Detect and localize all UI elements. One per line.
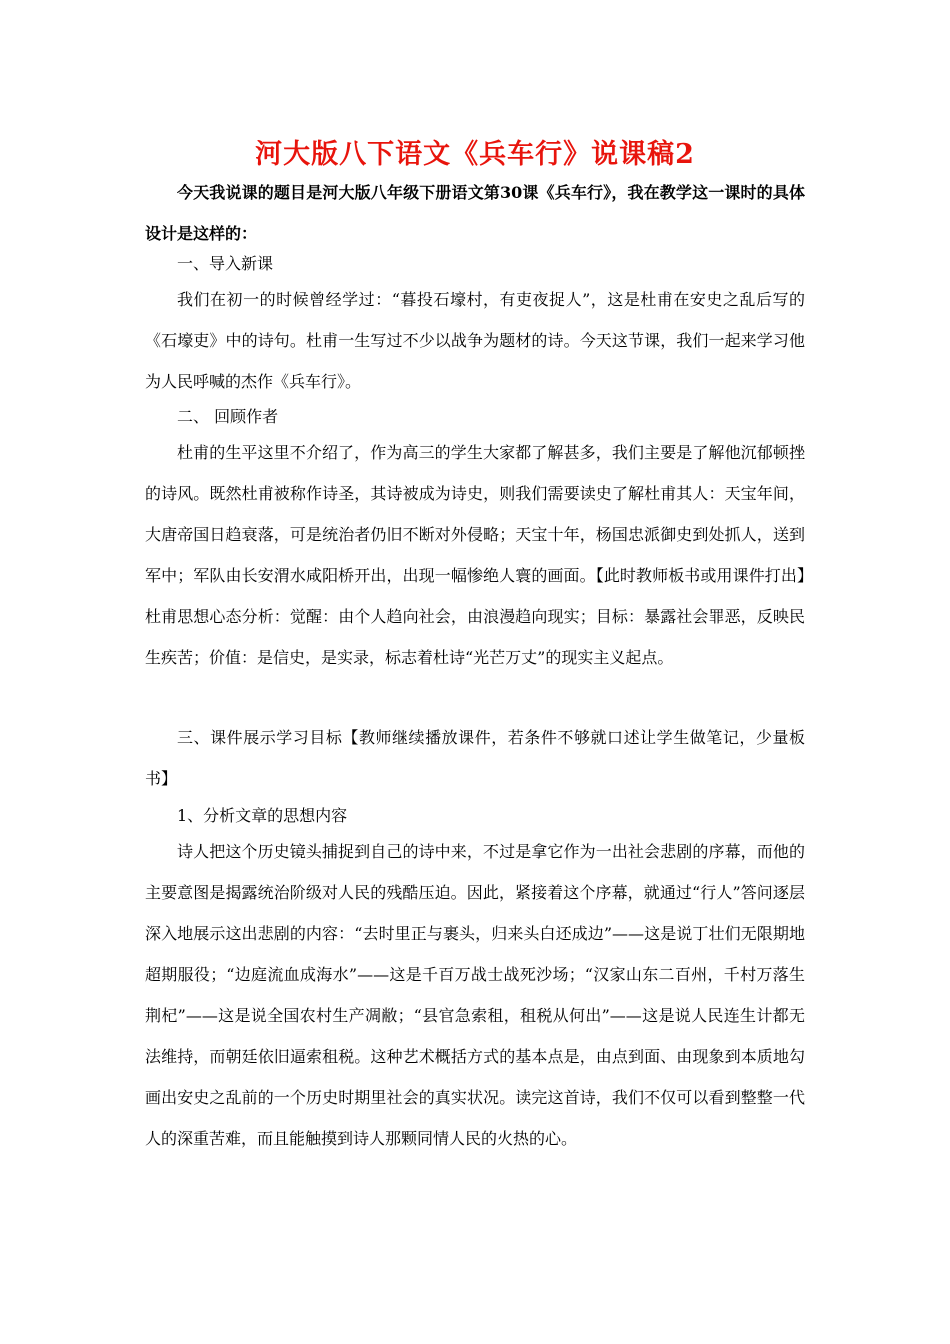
section-1-body: 我们在初一的时候曾经学过：“暮投石壕村，有吏夜捉人”，这是杜甫在安史之乱后写的《石壕吏》中的诗句。杜甫一生写过不少以战争为题材的诗。今天这节课，我们一起来学习他为人民呼喊的杰作《兵车行》。 <box>145 290 805 391</box>
section-3-paragraph: 三、课件展示学习目标【教师继续播放课件，若条件不够就口述让学生做笔记，少量板书】 <box>145 728 805 788</box>
intro-paragraph: 今天我说课的题目是河大版八年级下册语文第30课《兵车行》，我在教学这一课时的具体设计是这样的： <box>145 183 805 243</box>
section-2-heading: 二、 回顾作者 <box>177 407 279 426</box>
section-2-body: 杜甫的生平这里不介绍了，作为高三的学生大家都了解甚多，我们主要是了解他沉郁顿挫的诗风。既然杜甫被称作诗圣，其诗被成为诗史，则我们需要读史了解杜甫其人：天宝年间，大唐帝国日趋衰落，可是统治者仍旧不断对外侵略；天宝十年，杨国忠派御史到处抓人，送到军中；军队由长安渭水咸阳桥开出，出现一幅惨绝人寰的画面。【此时教师板书或用课件打出】杜甫思想心态分析：觉醒：由个人趋向社会，由浪漫趋向现实；目标：暴露社会罪恶，反映民生疾苦；价值：是信史，是实录，标志着杜诗“光芒万丈”的现实主义起点。 <box>145 443 805 667</box>
subsection-1-heading: 1、分析文章的思想内容 <box>177 806 348 825</box>
section-1-heading: 一、导入新课 <box>177 254 274 273</box>
document-title: 河大版八下语文《兵车行》说课稿2 <box>255 139 695 170</box>
subsection-1-body: 诗人把这个历史镜头捕捉到自己的诗中来，不过是拿它作为一出社会悲剧的序幕，而他的主要意图是揭露统治阶级对人民的残酷压迫。因此，紧接着这个序幕，就通过“行人”答问逐层深入地展示这出悲剧的内容：“去时里正与裹头，归来头白还成边”——这是说丁壮们无限期地超期服役；“边庭流血成海水”——这是千百万战士战死沙场；“汉家山东二百州，千村万落生荆杞”——这是说全国农村生产凋敝；“县官急索租，租税从何出”——这是说人民连生计都无法维持，而朝廷依旧逼索租税。这种艺术概括方式的基本点是，由点到面、由现象到本质地勾画出安史之乱前的一个历史时期里社会的真实状况。读完这首诗，我们不仅可以看到整整一代人的深重苦难，而且能触摸到诗人那颗同情人民的火热的心。 <box>145 842 805 1148</box>
